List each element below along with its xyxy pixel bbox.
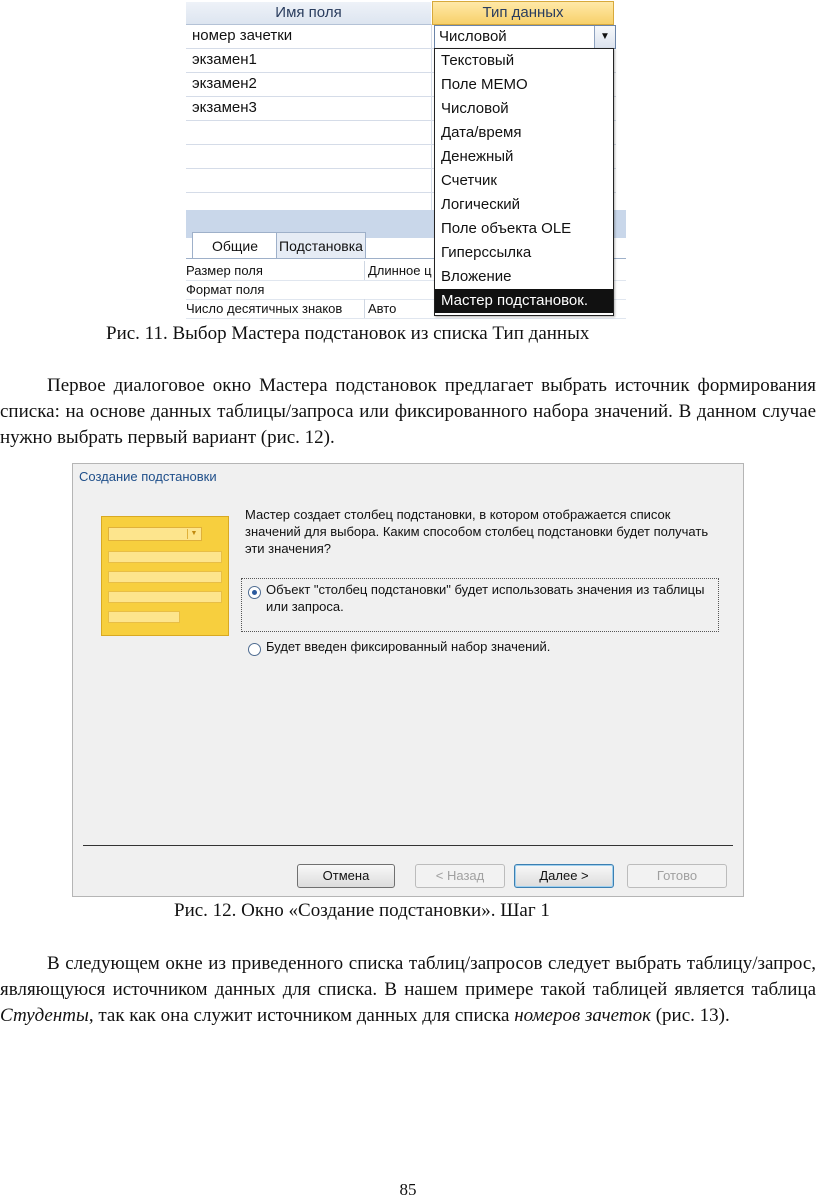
illustration-list-row bbox=[108, 571, 222, 583]
radio-dot bbox=[252, 590, 257, 595]
paragraph-text-part: , так как она служит источником данных для списка bbox=[88, 1005, 515, 1026]
dialog-separator bbox=[83, 845, 733, 846]
chevron-down-icon[interactable]: ▼ bbox=[594, 26, 615, 48]
option-table-query-label[interactable]: Объект "столбец подстановки" будет использовать значения из таблицы или запроса. bbox=[266, 582, 705, 614]
field-name-cell[interactable]: экзамен1 bbox=[192, 51, 257, 68]
data-type-dropdown[interactable] bbox=[434, 48, 614, 316]
illustration-combo bbox=[108, 527, 202, 541]
dropdown-option[interactable]: Текстовый bbox=[441, 52, 515, 69]
emphasis-text: номеров зачеток bbox=[514, 1005, 651, 1026]
dropdown-option[interactable]: Вложение bbox=[441, 268, 512, 285]
wizard-illustration bbox=[101, 516, 229, 636]
paragraph bbox=[0, 373, 816, 451]
paragraph-text: Первое диалоговое окно Мастера подстановок предлагает выбрать источник формирования списка: на основе данных таблицы/запроса или фиксированного набора значений. В данном случае нужно выбрать первый вариант (рис. 12). bbox=[0, 375, 816, 448]
field-name-cell[interactable]: экзамен3 bbox=[192, 99, 257, 116]
dropdown-option[interactable]: Логический bbox=[441, 196, 521, 213]
paragraph-text bbox=[0, 951, 816, 1029]
dropdown-option[interactable]: Дата/время bbox=[441, 124, 522, 141]
next-button[interactable]: Далее > bbox=[514, 864, 614, 888]
column-header-data-type[interactable]: Тип данных bbox=[432, 1, 614, 25]
back-button[interactable]: < Назад bbox=[415, 864, 505, 888]
page-number: 85 bbox=[399, 1180, 417, 1199]
figure-table-designer bbox=[186, 0, 626, 318]
dialog-title: Создание подстановки bbox=[79, 469, 217, 484]
paragraph-text-part: В следующем окне из приведенного списка таблиц/запросов следует выбрать таблицу/запрос, являющуюся источником данных для списка. В нашем примере такой таблицей является таблица bbox=[0, 953, 816, 1000]
figure-caption: Рис. 11. Выбор Мастера подстановок из списка Тип данных bbox=[106, 323, 590, 344]
radio-table-query[interactable] bbox=[248, 586, 261, 599]
dropdown-option[interactable]: Числовой bbox=[441, 100, 509, 117]
field-name-cell[interactable]: экзамен2 bbox=[192, 75, 257, 92]
lookup-wizard-dialog bbox=[72, 463, 744, 897]
column-header-field-name[interactable]: Имя поля bbox=[186, 2, 431, 25]
emphasis-text: Студенты bbox=[0, 1005, 89, 1026]
radio-fixed-values[interactable] bbox=[248, 643, 261, 656]
field-name-cell[interactable]: номер зачетки bbox=[192, 27, 293, 44]
property-name: Размер поля bbox=[186, 263, 263, 278]
data-type-combobox[interactable] bbox=[434, 25, 616, 49]
cancel-button[interactable]: Отмена bbox=[297, 864, 395, 888]
property-value[interactable]: Длинное ц bbox=[364, 261, 438, 280]
option-fixed-values-label[interactable]: Будет введен фиксированный набор значений. bbox=[266, 639, 551, 654]
illustration-list-row bbox=[108, 591, 222, 603]
paragraph bbox=[0, 951, 816, 1029]
dropdown-option[interactable]: Гиперссылка bbox=[441, 244, 532, 261]
dropdown-option[interactable]: Поле MEMO bbox=[441, 76, 528, 93]
figure-caption: Рис. 12. Окно «Создание подстановки». Шаг 1 bbox=[174, 900, 550, 921]
column-divider bbox=[431, 24, 432, 210]
illustration-list-row bbox=[108, 551, 222, 563]
tab-general[interactable]: Общие bbox=[192, 232, 278, 259]
paragraph-text-part: (рис. 13). bbox=[650, 1005, 730, 1026]
dropdown-option[interactable]: Поле объекта OLE bbox=[441, 220, 572, 237]
dropdown-option[interactable]: Счетчик bbox=[441, 172, 497, 189]
property-name: Число десятичных знаков bbox=[186, 301, 343, 316]
property-name: Формат поля bbox=[186, 282, 265, 297]
chevron-down-icon: ▼ bbox=[187, 529, 200, 539]
wizard-question: Мастер создает столбец подстановки, в котором отображается список значений для выбора. Каким способом столбец подстановки будет получать эти значения? bbox=[245, 507, 709, 556]
property-value[interactable]: Авто bbox=[364, 299, 438, 318]
dropdown-option-selected[interactable]: Мастер подстановок. bbox=[435, 289, 613, 313]
dropdown-option[interactable]: Денежный bbox=[441, 148, 514, 165]
data-type-value: Числовой bbox=[439, 28, 507, 45]
finish-button[interactable]: Готово bbox=[627, 864, 727, 888]
illustration-list-row bbox=[108, 611, 180, 623]
tab-lookup[interactable]: Подстановка bbox=[276, 232, 366, 259]
